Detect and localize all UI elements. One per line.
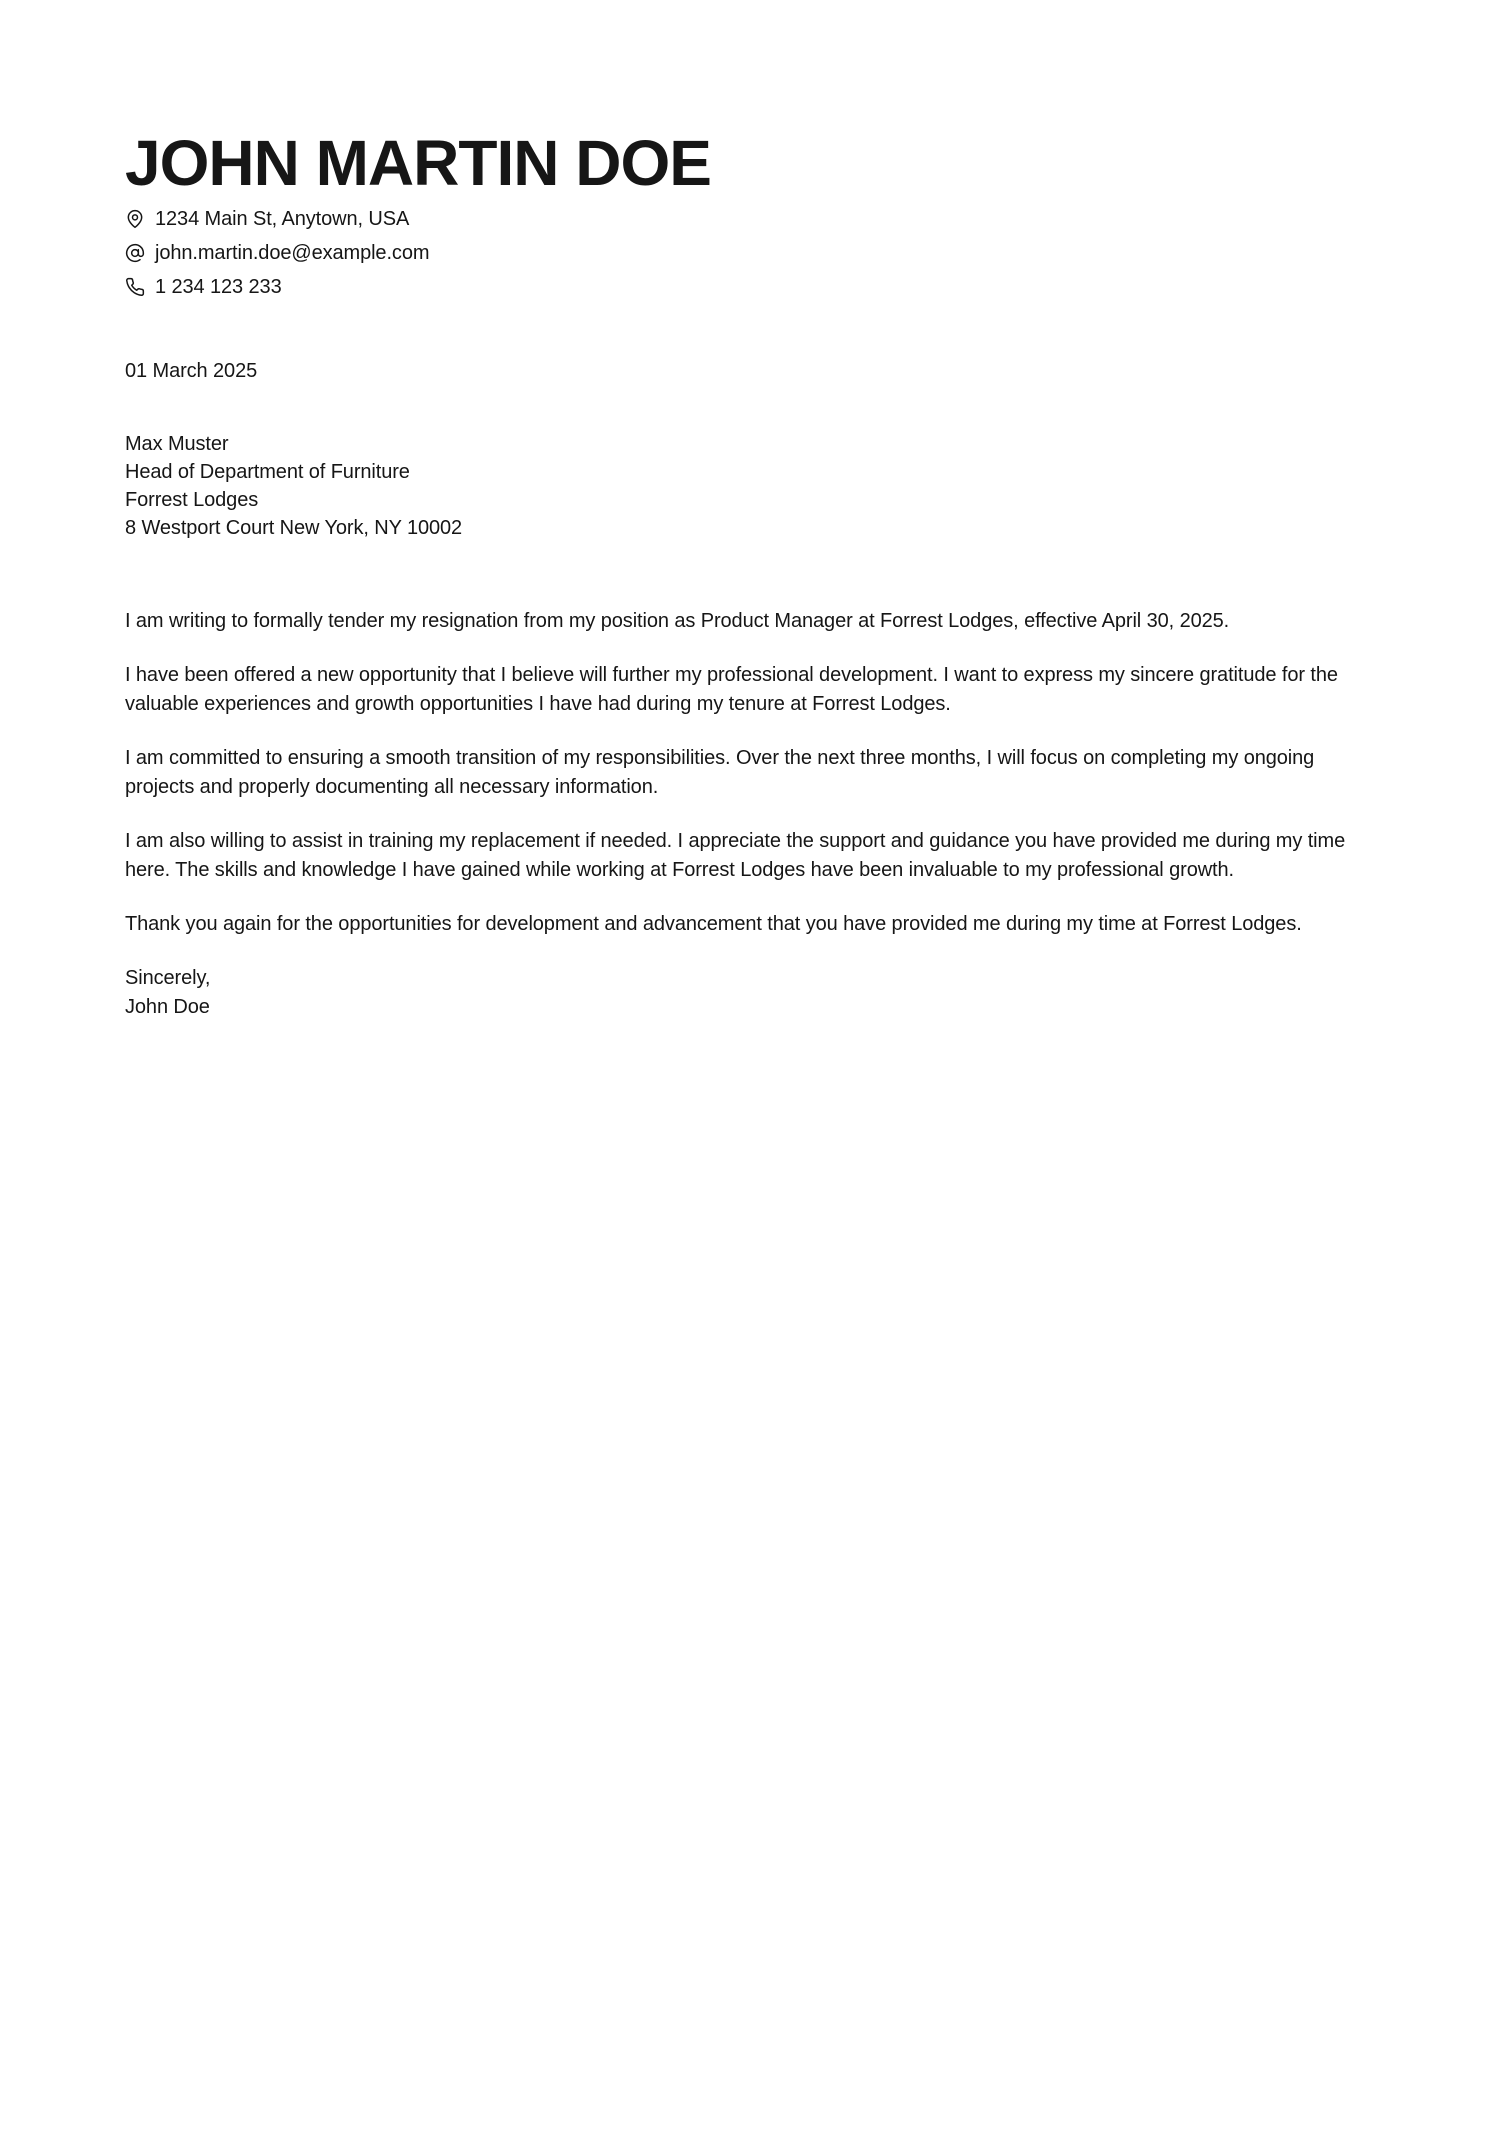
contact-phone: 1 234 123 233 (155, 275, 282, 298)
body-paragraph: I am committed to ensuring a smooth transition of my responsibilities. Over the next three months, I will focus on completing my ongoing projects and properly documenting all necessary information. (125, 747, 1315, 798)
letter-body (125, 607, 1387, 939)
body-paragraph: I am also willing to assist in training my replacement if needed. I appreciate the support and guidance you have provided me during my time here. The skills and knowledge I have gained while working at Forrest Lodges have been invaluable to my professional growth. (125, 830, 1346, 881)
contact-row-address (125, 202, 1387, 236)
recipient-company: Forrest Lodges (125, 489, 259, 511)
body-paragraph: Thank you again for the opportunities for development and advancement that you have provided me during my time at Forrest Lodges. (125, 913, 1302, 935)
body-paragraph: I am writing to formally tender my resignation from my position as Product Manager at Forrest Lodges, effective April 30, 2025. (125, 610, 1230, 632)
signature-name: John Doe (125, 996, 210, 1018)
body-paragraph: I have been offered a new opportunity that I believe will further my professional development. I want to express my sincere gratitude for the valuable experiences and growth opportunities I have had during my tenure at Forrest Lodges. (125, 664, 1338, 715)
contact-row-email (125, 236, 1387, 270)
recipient-address: 8 Westport Court New York, NY 10002 (125, 517, 463, 539)
signature-block (125, 964, 1387, 1022)
closing-line: Sincerely, (125, 967, 211, 989)
at-sign-icon (125, 243, 145, 263)
contact-email: john.martin.doe@example.com (155, 241, 430, 264)
contact-list (125, 202, 1387, 304)
contact-address: 1234 Main St, Anytown, USA (155, 207, 410, 230)
map-pin-icon (125, 209, 145, 229)
letter-date: 01 March 2025 (125, 360, 258, 382)
sender-name: JOHN MARTIN DOE (125, 127, 711, 199)
recipient-block (125, 430, 1387, 542)
recipient-name: Max Muster (125, 433, 229, 455)
contact-row-phone (125, 270, 1387, 304)
phone-icon (125, 277, 145, 297)
recipient-title: Head of Department of Furniture (125, 461, 410, 483)
